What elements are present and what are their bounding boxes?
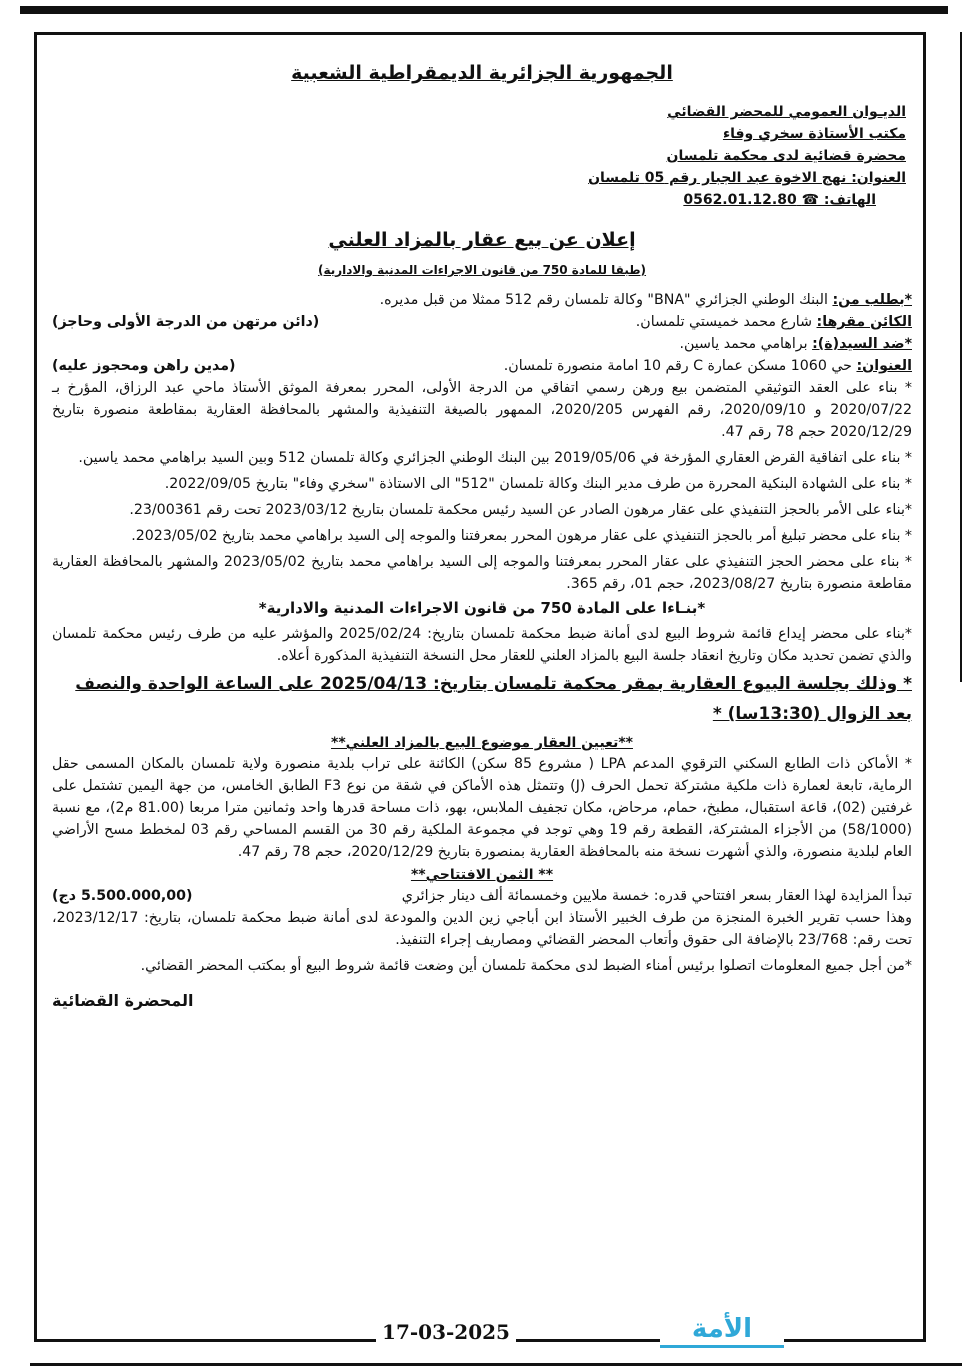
- office-line: محضرة قضائية لدى محكمة تلمسان: [666, 148, 906, 164]
- recital: * بناء على محضر تبليغ أمر بالحجز التنفيذي على عقار مرهون المحرر بمعرفتنا والموجه إلى السيد براهامي محمد بتاريخ 2023/05/02.: [131, 528, 912, 544]
- phone-line: [52, 190, 876, 211]
- recital: * بناء على الشهادة البنكية المحررة من طرف مدير البنك وكالة تلمسان "512" الى الاستاذة "سخري وفاء" بتاريخ 2022/09/05.: [164, 476, 912, 492]
- requester-line: [52, 289, 912, 311]
- against-label: *ضد السيد(ة):: [812, 336, 912, 352]
- article-line: *بنـاءا على المادة 750 من قانون الاجراءات المدنية والادارية*: [258, 599, 706, 617]
- price-line: تبدأ المزايدة لهذا العقار بسعر افتتاحي قدره: خمسة ملايين وخمسمائة ألف دينار جزائري: [401, 888, 912, 904]
- recital: * بناء على اتفاقية القرض العقاري المؤرخة في 2019/05/06 بين البنك الوطني الجزائري وكالة تلمسان 512 وبين السيد براهامي محمد ياسين.: [78, 450, 912, 466]
- office-block: [52, 102, 912, 211]
- column-divider: [960, 32, 962, 682]
- property-description: * الأماكن ذات الطابع السكني الترقوي المدعم LPA ( مشروع 85 سكن) الكائنة على تراب بلدية منصورة ولاية تلمسان بالمكان المسمى حقل الرماية، تابعة لعمارة ذات ملكية مشتركة تحمل الحرف (J) وتتمثل هذه الأماكن في شقة من نوع F3 الطابق الخامس، من جهة اليمين تشتمل على غرفتين (02)، قاعة استقبال، مطبخ، حمام، مرحاض، مكان تجفيف الملابس، بهو، ذات مساحة قدرها واحد وثمانين مترا مربعا (81.00 م2)، مع نسبة (58/1000) من الأجزاء المشتركة، القطعة رقم 19 وهي توجد في مجموعة الملكية رقم 30 من القسم المساحي رقم 03 لمخطط مسح الأراضي العام لبلدية منصورة، والذي أشهرت نسخة منه بالمحافظة العقارية بمنصورة بتاريخ 2020/12/29، حجم 78 رقم 47.: [52, 756, 913, 860]
- recitals: [52, 377, 912, 595]
- logo-text: الأمة: [691, 1314, 753, 1344]
- top-rule: [20, 6, 948, 14]
- hq-value: شارع محمد خميستي تلمسان.: [635, 314, 813, 330]
- debtor-note: (مدين راهن ومحجوز عليه): [52, 358, 236, 374]
- against-line: [52, 333, 912, 355]
- office-line: العنوان: نهج الاخوة عبد الجبار رقم 05 تلمسان: [588, 170, 906, 186]
- recital: *بناء على الأمر بالحجز التنفيذي على عقار مرهون الصادر عن السيد رئيس محكمة تلمسان بتاريخ 2023/03/12 تحت رقم 23/00361.: [129, 502, 912, 518]
- creditor-note: (دائن مرتهن من الدرجة الأولى وحاجز): [52, 314, 320, 330]
- republic-heading: الجمهورية الجزائرية الديمقراطية الشعبية: [291, 62, 673, 84]
- address-value: حي 1060 مسكن عمارة C رقم 10 امامة منصورة تلمسان.: [503, 358, 852, 374]
- against-value: براهامي محمد ياسين.: [679, 336, 808, 352]
- notice-title: إعلان عن بيع عقار بالمزاد العلني: [328, 229, 636, 251]
- notice-subtitle: (طبقا للمادة 750 من قانون الاجراءات المدنية والادارية): [317, 263, 647, 277]
- price-amount: (5.500.000,00 دج): [52, 888, 193, 904]
- phone-label: الهاتف: ☎: [801, 192, 876, 208]
- address-row: [52, 355, 912, 377]
- hq-row: [52, 311, 912, 333]
- sale-session-line: * وذلك بجلسة البيوع العقارية بمقر محكمة تلمسان بتاريخ: 2025/04/13 على الساعة الواحدة والنصف بعد الزوال (13:30سا) *: [75, 674, 912, 724]
- notice-content: [52, 44, 912, 1010]
- requester-value: البنك الوطني الجزائري "BNA" وكالة تلمسان رقم 512 ممثلا من قبل مديره.: [379, 292, 828, 308]
- hq-label: الكائن مقرها:: [816, 314, 912, 330]
- parties-block: [52, 289, 912, 377]
- recital: * بناء على محضر الحجز التنفيذي على عقار المحرر بمعرفتنا والموجه إلى السيد براهامي محمد بتاريخ 2023/05/02 والمشهر بالمحافظة العقارية مقاطعة منصورة بتاريخ 2023/08/27، حجم 01، رقم 365.: [52, 554, 912, 592]
- price-row: [52, 885, 912, 907]
- recital: * بناء على العقد التوثيقي المتضمن بيع ورهن رسمي اتفاقي من الدرجة الأولى، المحرر بمعرفة الموثق الأستاذ ماحي عبد الرزاق، المؤرخ بـ 2020/07/22 و 2020/09/10، رقم الفهرس 2020/205، الممهور بالصيغة التنفيذية والمشهر بالمحافظة العقارية بمقاطعة منصورة بتاريخ 2020/12/29 حجم 78 رقم 47.: [52, 380, 913, 440]
- office-line: الديـوان العمومي للمحضر القضائي: [667, 104, 906, 120]
- logo-underline: [660, 1345, 784, 1348]
- price-heading: ** الثمن الافتتاحي**: [410, 867, 554, 883]
- property-heading: **تعيين العقار موضوع البيع بالمزاد العلني**: [331, 735, 633, 751]
- address-label: العنوان:: [856, 358, 912, 374]
- bottom-rule: [30, 1363, 962, 1366]
- price-details: وهذا حسب تقرير الخبرة المنجزة من طرف الخبير الأستاذ ابن أباجي زين الدين والمودعة لدى أمانة ضبط محكمة تلمسان، بتاريخ: 2023/12/17، تحت رقم: 23/768 بالإضافة الى حقوق وأتعاب المحضر القضائي ومصاريف إجراء التنفيذ.: [52, 910, 912, 948]
- newspaper-logo: [660, 1312, 784, 1352]
- info-line: *من أجل جميع المعلومات اتصلوا برئيس أمناء الضبط لدى محكمة تلمسان أين وضعت قائمة شروط البيع أو بمكتب المحضر القضائي.: [140, 958, 912, 974]
- publication-date: 17-03-2025: [376, 1320, 516, 1344]
- phone-number: 0562.01.12.80: [683, 192, 797, 208]
- deposit-recital: *بناء على محضر إيداع قائمة شروط البيع لدى أمانة ضبط محكمة تلمسان بتاريخ: 2025/02/24 والمؤشر عليه من طرف رئيس محكمة تلمسان والذي تضمن تحديد مكان وتاريخ انعقاد جلسة البيع بالمزاد العلني للعقار محل النسخة التنفيذية المذكورة أعلاه.: [52, 626, 912, 664]
- requester-label: *بطلب من:: [832, 292, 912, 308]
- signature: المحضرة القضائية: [52, 991, 194, 1010]
- office-line: مكتب الأستاذة سخري وفاء: [722, 126, 906, 142]
